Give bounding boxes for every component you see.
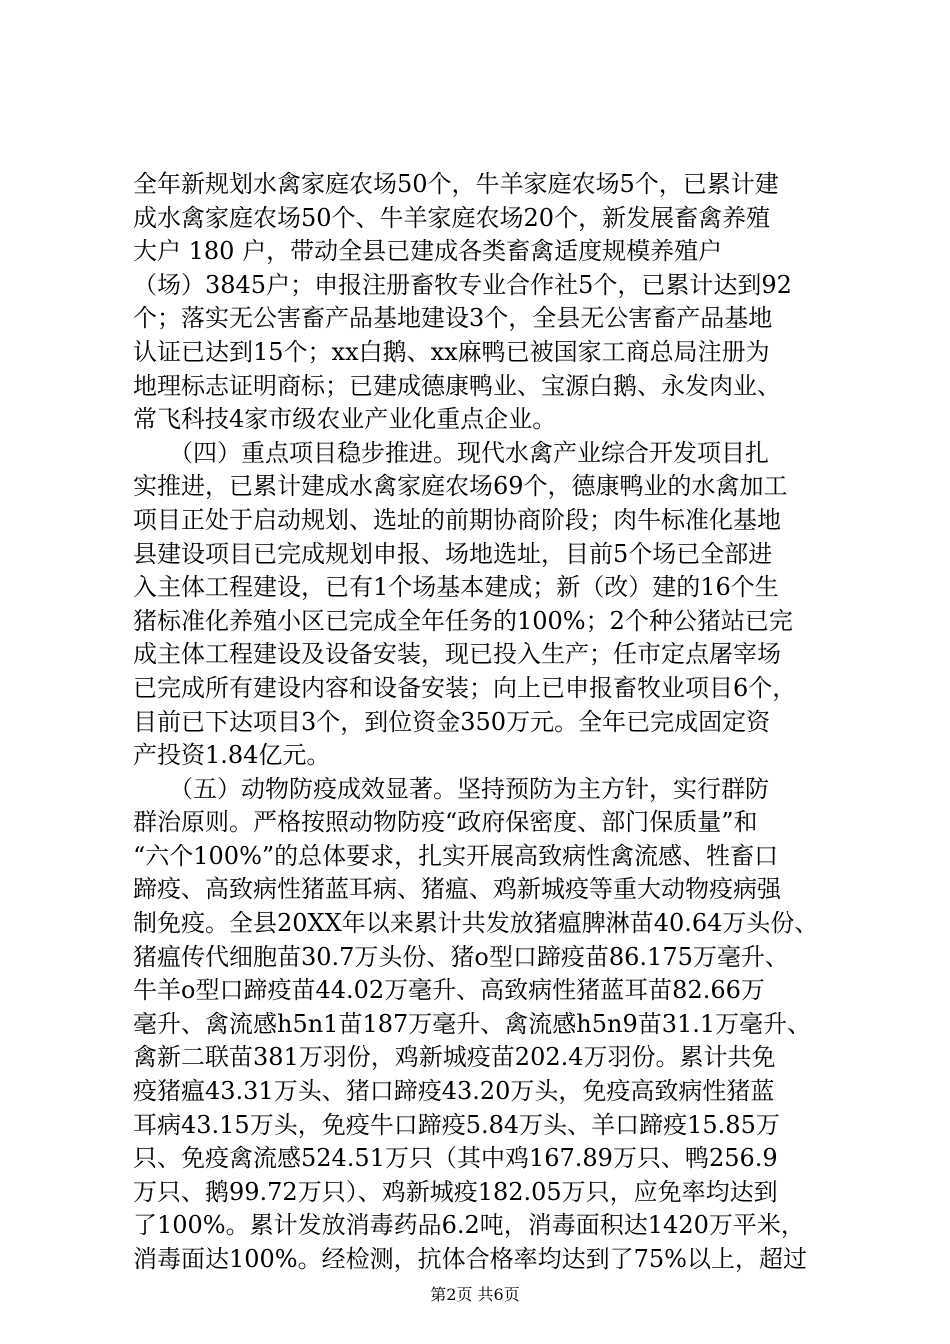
body-text xyxy=(133,168,833,1277)
text-line: 全年新规划水禽家庭农场50个，牛羊家庭农场5个，已累计建 xyxy=(133,170,779,198)
text-line: 目前已下达项目3个，到位资金350万元。全年已完成固定资 xyxy=(133,707,771,736)
page-footer: 第2页 共6页 xyxy=(430,1285,520,1304)
text-line: 成水禽家庭农场50个、牛羊家庭农场20个，新发展畜禽养殖 xyxy=(133,203,771,232)
text-line: 禽新二联苗381万羽份，鸡新城疫苗202.4万羽份。累计共免 xyxy=(133,1043,776,1072)
text-line: （五）动物防疫成效显著。坚持预防为主方针，实行群防 xyxy=(133,774,769,803)
text-line: 认证已达到15个；xx白鹅、xx麻鸭已被国家工商总局注册为 xyxy=(133,337,770,366)
text-line: 入主体工程建设，已有1个场基本建成；新（改）建的16个生 xyxy=(133,573,779,602)
text-line: 县建设项目已完成规划申报、场地选址，目前5个场已全部进 xyxy=(133,539,773,568)
text-line: 毫升、禽流感h5n1苗187万毫升、禽流感h5n9苗31.1万毫升、 xyxy=(133,1009,812,1038)
text-line: 产投资1.84亿元。 xyxy=(133,741,331,770)
text-line: 牛羊o型口蹄疫苗44.02万毫升、高致病性猪蓝耳苗82.66万 xyxy=(133,976,765,1005)
text-line: 地理标志证明商标；已建成德康鸭业、宝源白鹅、永发肉业、 xyxy=(133,371,781,400)
text-line: （四）重点项目稳步推进。现代水禽产业综合开发项目扎 xyxy=(133,438,769,467)
text-line: 项目正处于启动规划、选址的前期协商阶段；肉牛标准化基地 xyxy=(133,505,781,534)
text-line: 猪瘟传代细胞苗30.7万头份、猪o型口蹄疫苗86.175万毫升、 xyxy=(133,942,789,971)
text-line: 个；落实无公害畜产品基地建设3个，全县无公害畜产品基地 xyxy=(133,304,773,333)
text-line: 实推进，已累计建成水禽家庭农场69个，德康鸭业的水禽加工 xyxy=(133,472,788,501)
text-line: 猪标准化养殖小区已完成全年任务的100%；2个种公猪站已完 xyxy=(133,606,793,635)
text-line: 大户 180 户，带动全县已建成各类畜禽适度规模养殖户 xyxy=(133,237,723,266)
text-line: 制免疫。全县20XX年以来累计共发放猪瘟脾淋苗40.64万头份、 xyxy=(133,909,819,938)
text-line: 了100%。累计发放消毒药品6.2吨，消毒面积达1420万平米， xyxy=(133,1211,805,1240)
text-line: 消毒面达100%。经检测，抗体合格率均达到了75%以上，超过 xyxy=(133,1245,807,1273)
text-line: 蹄疫、高致病性猪蓝耳病、猪瘟、鸡新城疫等重大动物疫病强 xyxy=(133,875,781,904)
text-line: 群治原则。严格按照动物防疫“政府保密度、部门保质量”和 xyxy=(133,808,758,837)
text-line: 只、免疫禽流感524.51万只（其中鸡167.89万只、鸭256.9 xyxy=(133,1144,778,1173)
text-line: 常飞科技4家市级农业产业化重点企业。 xyxy=(133,405,557,434)
text-line: “六个100%”的总体要求，扎实开展高致病性禽流感、牲畜口 xyxy=(133,841,779,870)
text-line: （场）3845户；申报注册畜牧专业合作社5个，已累计达到92 xyxy=(133,270,792,299)
text-line: 成主体工程建设及设备安装，现已投入生产；任市定点屠宰场 xyxy=(133,640,781,669)
text-line: 已完成所有建设内容和设备安装；向上已申报畜牧业项目6个， xyxy=(133,673,797,702)
text-line: 万只、鹅99.72万只）、鸡新城疫182.05万只，应免率均达到 xyxy=(133,1177,778,1206)
text-line: 疫猪瘟43.31万头、猪口蹄疫43.20万头，免疫高致病性猪蓝 xyxy=(133,1077,775,1106)
text-line: 耳病43.15万头，免疫牛口蹄疫5.84万头、羊口蹄疫15.85万 xyxy=(133,1110,780,1139)
